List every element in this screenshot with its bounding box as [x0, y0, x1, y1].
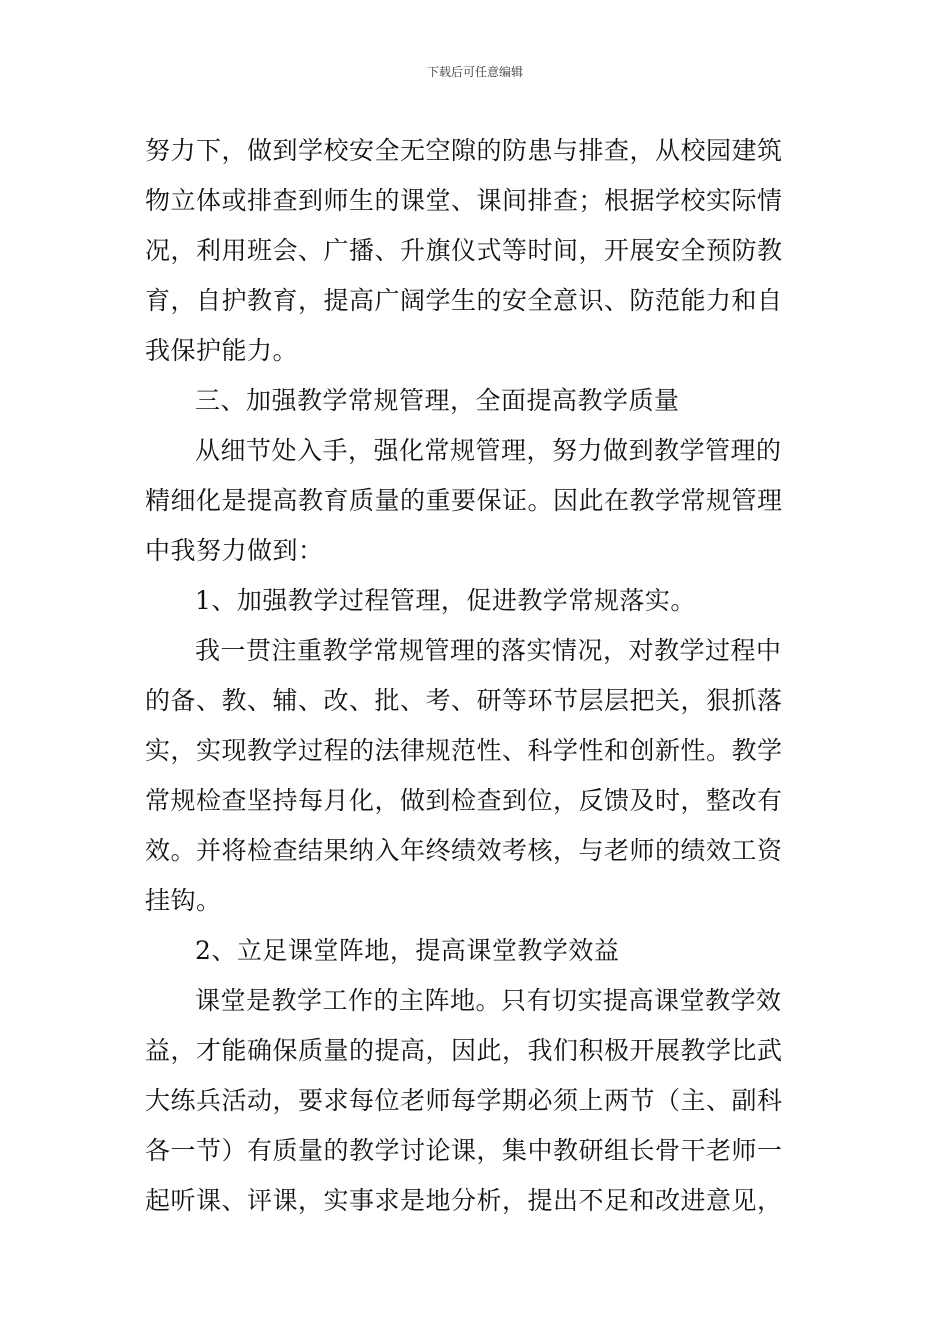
- subsection-heading: 2、立足课堂阵地，提高课堂教学效益: [195, 936, 620, 965]
- text-line: 各一节）有质量的教学讨论课，集中教研组长骨干老师一: [145, 1136, 783, 1165]
- text-line: 效。并将检查结果纳入年终绩效考核，与老师的绩效工资: [145, 836, 783, 865]
- text-line: 常规检查坚持每月化，做到检查到位，反馈及时，整改有: [145, 786, 783, 815]
- page-header-note: 下载后可任意编辑: [426, 65, 523, 79]
- text-line: 努力下，做到学校安全无空隙的防患与排查，从校园建筑: [145, 136, 783, 165]
- text-line: 物立体或排查到师生的课堂、课间排查；根据学校实际情: [145, 186, 783, 215]
- document-body: [145, 126, 809, 1226]
- text-line: 起听课、评课，实事求是地分析，提出不足和改进意见，: [145, 1186, 783, 1215]
- text-line: 我保护能力。: [145, 336, 299, 365]
- text-line: 从细节处入手，强化常规管理，努力做到教学管理的: [195, 436, 782, 465]
- text-line: 课堂是教学工作的主阵地。只有切实提高课堂教学效: [195, 986, 782, 1015]
- section-heading: 三、加强教学常规管理，全面提高教学质量: [195, 386, 680, 415]
- text-line: 实，实现教学过程的法律规范性、科学性和创新性。教学: [145, 736, 783, 765]
- text-line: 育，自护教育，提高广阔学生的安全意识、防范能力和自: [145, 286, 783, 315]
- subsection-heading: 1、加强教学过程管理，促进教学常规落实。: [195, 586, 696, 615]
- text-line: 中我努力做到：: [145, 536, 324, 565]
- text-line: 益，才能确保质量的提高，因此，我们积极开展教学比武: [145, 1036, 783, 1065]
- text-line: 精细化是提高教育质量的重要保证。因此在教学常规管理: [145, 486, 783, 515]
- text-line: 的备、教、辅、改、批、考、研等环节层层把关，狠抓落: [145, 686, 783, 715]
- text-line: 挂钩。: [145, 886, 222, 915]
- text-line: 况，利用班会、广播、升旗仪式等时间，开展安全预防教: [145, 236, 783, 265]
- text-line: 大练兵活动，要求每位老师每学期必须上两节（主、副科: [145, 1086, 783, 1115]
- text-line: 我一贯注重教学常规管理的落实情况，对教学过程中: [195, 636, 782, 665]
